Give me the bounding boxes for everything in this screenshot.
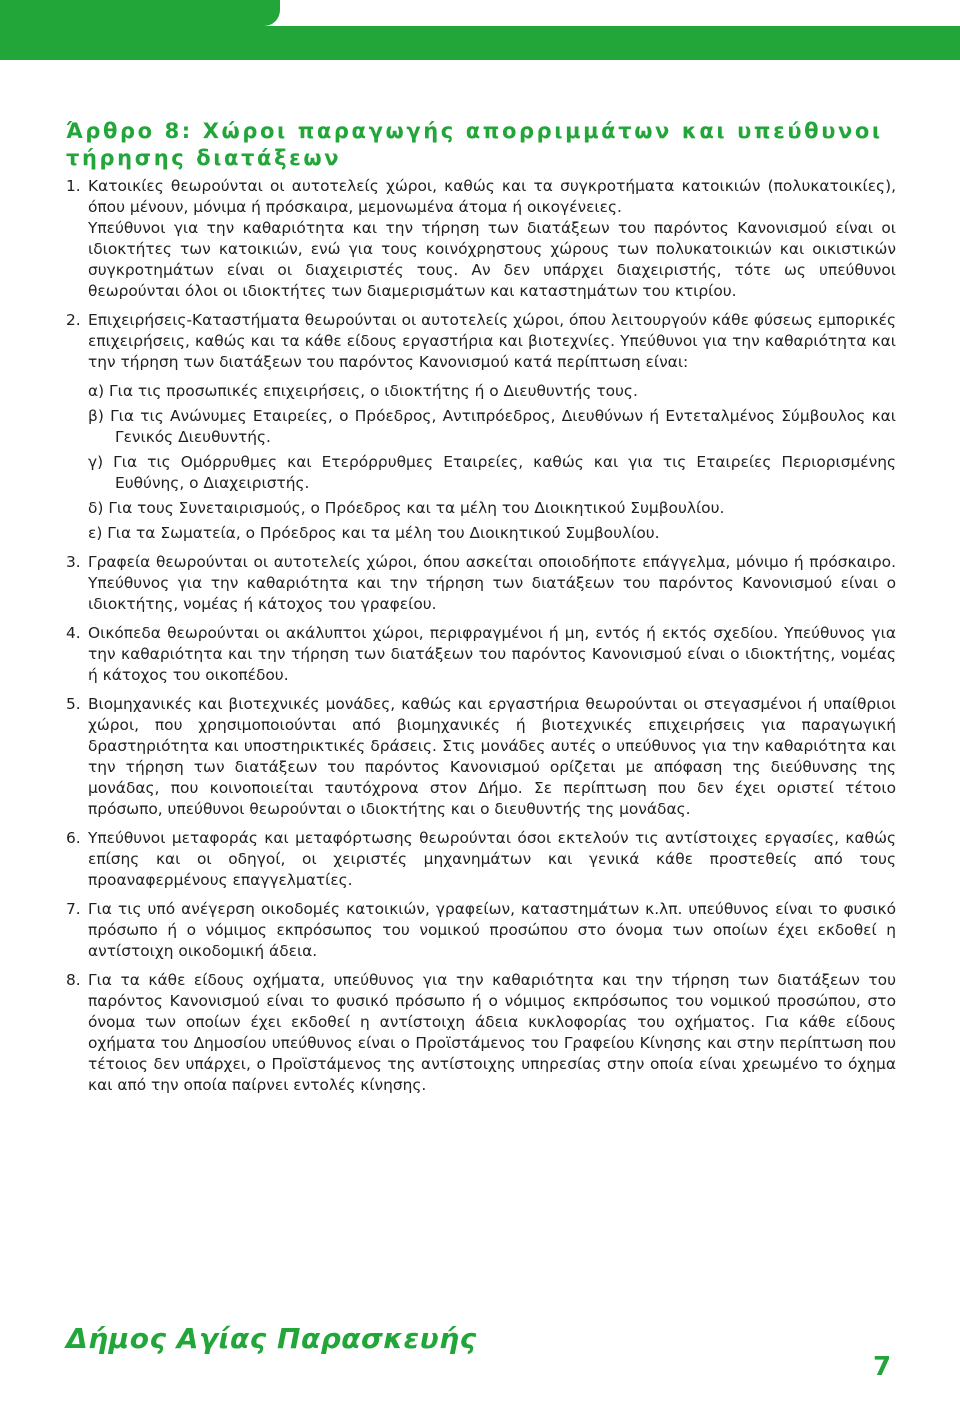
list-item	[66, 899, 896, 962]
list-item	[66, 828, 896, 891]
sub-item: ε) Για τα Σωματεία, ο Πρόεδρος και τα μέλη του Διοικητικού Συμβουλίου.	[88, 524, 660, 542]
municipality-name: Δήμος Αγίας Παρασκευής	[66, 1322, 477, 1355]
list-item	[66, 310, 896, 544]
header-band	[0, 26, 960, 60]
list-item	[66, 970, 896, 1096]
list-item	[66, 176, 896, 302]
article-title-line1: Άρθρο 8: Χώροι παραγωγής απορριμμάτων και υπεύθυνοι	[66, 119, 883, 143]
article-title-line2: τήρησης διατάξεων	[66, 146, 342, 170]
item-text: Υπεύθυνοι μεταφοράς και μεταφόρτωσης θεωρούνται όσοι εκτελούν τις αντίστοιχες εργασίες, καθώς επίσης και οι οδηγοί, οι χειριστές μηχανημάτων και γενικά κάθε προστεθείς από τους προαναφερμένους επαγγελματίες.	[88, 829, 896, 889]
header-decoration	[0, 0, 960, 60]
item-number: 8.	[66, 971, 81, 989]
item-number: 4.	[66, 624, 81, 642]
sub-item: β) Για τις Ανώνυμες Εταιρείες, ο Πρόεδρος, Αντιπρόεδρος, Διευθύνων ή Εντεταλμένος Σύμβουλος και Γενικός Διευθυντής.	[88, 407, 896, 446]
list-item	[66, 623, 896, 686]
item-text: Για τις υπό ανέγερση οικοδομές κατοικιών, γραφείων, καταστημάτων κ.λπ. υπεύθυνος είναι το φυσικό πρόσωπο ή ο νόμιμος εκπρόσωπος του νομικού προσώπου στο όνομα των οποίων έχει εκδοθεί η αντίστοιχη οικοδομική άδεια.	[88, 900, 896, 960]
item-number: 1.	[66, 177, 81, 195]
item-text: Για τα κάθε είδους οχήματα, υπεύθυνος για την καθαριότητα και την τήρηση των διατάξεων του παρόντος Κανονισμού είναι το φυσικό πρόσωπο ή ο νόμιμος εκπρόσωπος του νομικού προσώπου, στο όνομα των οποίων έχει εκδοθεί η αντίστοιχη άδεια κυκλοφορίας του οχήματος. Για κάθε είδους οχήματα του Δημοσίου υπεύθυνος είναι ο Προϊστάμενος του Γραφείου Κίνησης και στην περίπτωση που τέτοιος δεν υπάρχει, ο Προϊστάμενος της αντίστοιχης υπηρεσίας στην οποία είναι χρεωμένο το όχημα και από την οποία παίρνει εντολές κίνησης.	[88, 971, 896, 1094]
item-text-continued: Υπεύθυνοι για την καθαριότητα και την τήρηση των διατάξεων του παρόντος Κανονισμού είναι οι ιδιοκτήτες των κατοικιών, ενώ για τους κοινόχρηστους χώρους των πολυκατοικιών και οικιστικών συγκροτημάτων είναι οι διαχειριστές τους. Αν δεν υπάρχει διαχειριστής, τότε ως υπεύθυνοι θεωρούνται όλοι οι ιδιοκτήτες των διαμερισμάτων και καταστημάτων του κτιρίου.	[88, 219, 896, 300]
item-number: 3.	[66, 553, 81, 571]
item-text: Βιομηχανικές και βιοτεχνικές μονάδες, καθώς και εργαστήρια θεωρούνται οι στεγασμένοι ή υπαίθριοι χώροι, που χρησιμοποιούνται από βιομηχανικές ή βιοτεχνικές επιχειρήσεις για παραγωγική δραστηριότητα και υποστηρικτικές δράσεις. Στις μονάδες αυτές ο υπεύθυνος για την καθαριότητα και την τήρηση των διατάξεων του παρόντος Κανονισμού ορίζεται με απόφαση της διεύθυνσης της μονάδας, που κοινοποιείται ταυτόχρονα στον Δήμο. Σε περίπτωση που δεν έχει οριστεί τέτοιο πρόσωπο, υπεύθυνοι θεωρούνται ο ιδιοκτήτης και ο διευθυντής της μονάδας.	[88, 695, 896, 818]
list-item	[66, 552, 896, 615]
item-number: 2.	[66, 311, 81, 329]
item-text: Επιχειρήσεις-Καταστήματα θεωρούνται οι αυτοτελείς χώροι, όπου λειτουργούν κάθε φύσεως εμπορικές επιχειρήσεις, καθώς και τα κάθε είδους εργαστήρια και βιοτεχνίες. Υπεύθυνοι για την καθαριότητα και την τήρηση των διατάξεων του παρόντος Κανονισμού κατά περίπτωση είναι:	[88, 311, 896, 371]
item-number: 7.	[66, 900, 81, 918]
item-text: Γραφεία θεωρούνται οι αυτοτελείς χώροι, όπου ασκείται οποιοδήποτε επάγγελμα, μόνιμο ή πρόσκαιρο. Υπεύθυνος για την καθαριότητα και την τήρηση των διατάξεων του παρόντος Κανονισμού είναι ο ιδιοκτήτης, νομέας ή κάτοχος του γραφείου.	[88, 553, 896, 613]
item-text: Κατοικίες θεωρούνται οι αυτοτελείς χώροι, καθώς και τα συγκροτήματα κατοικιών (πολυκατοικίες), όπου μένουν, μόνιμα ή πρόσκαιρα, μεμονωμένα άτομα ή οικογένειες.	[88, 177, 896, 216]
sub-item: γ) Για τις Ομόρρυθμες και Ετερόρρυθμες Εταιρείες, καθώς και για τις Εταιρείες Περιορισμένης Ευθύνης, ο Διαχειριστής.	[88, 453, 896, 492]
item-number: 5.	[66, 695, 81, 713]
article-title	[66, 118, 896, 172]
sub-item: α) Για τις προσωπικές επιχειρήσεις, ο ιδιοκτήτης ή ο Διευθυντής τους.	[88, 382, 638, 400]
item-number: 6.	[66, 829, 81, 847]
list-item	[66, 694, 896, 820]
header-cutout	[296, 0, 960, 26]
header-band-left	[0, 0, 280, 26]
sub-item: δ) Για τους Συνεταιρισμούς, ο Πρόεδρος και τα μέλη του Διοικητικού Συμβουλίου.	[88, 499, 725, 517]
page-number: 7	[873, 1352, 892, 1382]
item-text: Οικόπεδα θεωρούνται οι ακάλυπτοι χώροι, περιφραγμένοι ή μη, εντός ή εκτός σχεδίου. Υπεύθυνος για την καθαριότητα και την τήρηση των διατάξεων του παρόντος Κανονισμού είναι ο ιδιοκτήτης, νομέας ή κάτοχος του οικοπέδου.	[88, 624, 896, 684]
article-body	[66, 118, 896, 1104]
